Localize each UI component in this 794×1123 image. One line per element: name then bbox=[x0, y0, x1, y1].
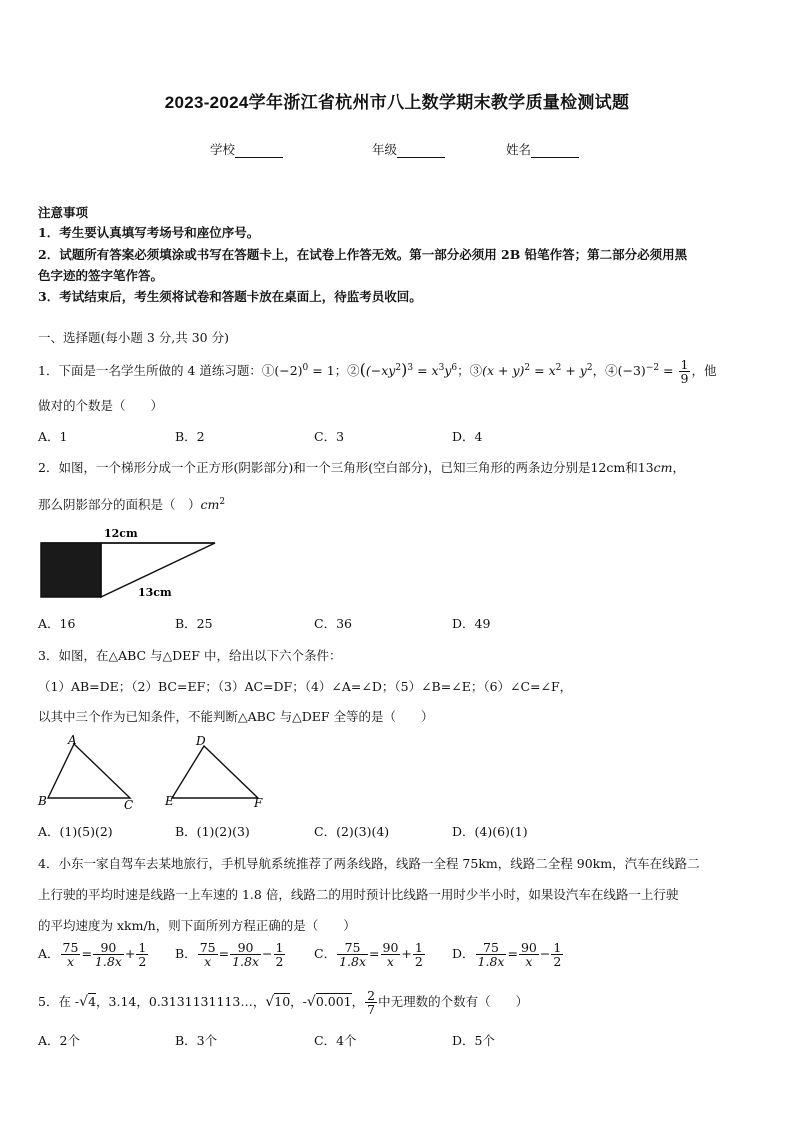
q5-option-d: D．5个 bbox=[452, 1033, 495, 1048]
question-5-line-1: 5．在 -√4，3.14，0.3131131113…，√10，-√0.001， $\frac{2}{7}$ 中无理数的个数有（ ） bbox=[38, 988, 529, 1018]
q5-mid-3: ， bbox=[351, 994, 365, 1010]
question-4-line-2: 上行驶的平均时速是线路一上车速的 1.8 倍，线路二的用时预计比线路一用时少半小时，如果设汽车在线路一上行驶 bbox=[38, 887, 679, 902]
school-label: 学校 bbox=[210, 142, 236, 157]
vertex-d: D bbox=[196, 734, 206, 748]
question-3-line-3: 以其中三个作为已知条件，不能判断△ABC 与△DEF 全等的是（ ） bbox=[38, 709, 434, 724]
grade-blank bbox=[397, 145, 445, 158]
q1-expr-3b: (x + y) bbox=[482, 363, 525, 379]
q2-unit-1: cm bbox=[653, 460, 673, 475]
section-heading: 一、选择题(每小题 3 分,共 30 分) bbox=[38, 330, 229, 345]
grade-label: 年级 bbox=[372, 142, 398, 157]
note-2-cont: 色字迹的签字笔作答。 bbox=[38, 268, 164, 283]
q2-option-a: A．16 bbox=[38, 616, 76, 631]
q1-fraction: $\frac{1}{9}$ bbox=[680, 357, 689, 387]
q1-expr-4: ，④ bbox=[592, 363, 618, 379]
q5-tail: 中无理数的个数有（ ） bbox=[378, 994, 529, 1010]
notes-heading: 注意事项 bbox=[38, 205, 89, 220]
triangle-def bbox=[172, 746, 258, 798]
question-1-line-1: 1．下面是一名学生所做的 4 道练习题：$①(-2)^0 = 1$；$②((-xy^2)^3 = x^3y^6$；③(x + $y)^2 = x^2 + y^2$，$④(-3)^{-2}$ = $\frac{1}{9}$ ，他 bbox=[38, 357, 717, 387]
q3-option-d: D．(4)(6)(1) bbox=[452, 824, 528, 839]
q1-expr-3d: + y bbox=[561, 363, 587, 379]
school-blank bbox=[235, 145, 283, 158]
q3-option-c: C．(2)(3)(4) bbox=[314, 824, 390, 839]
q5-option-c: C．4个 bbox=[314, 1033, 357, 1048]
figure-label-12cm: 12cm bbox=[104, 527, 138, 540]
q1-tail: ，他 bbox=[691, 363, 717, 379]
q4-option-c: C． $\frac{75}{1.8x}$ = $\frac{90}{x}$ + $\frac{1}{2}$ bbox=[314, 940, 423, 970]
shaded-square bbox=[41, 543, 101, 597]
q5-sqrt-10: 10 bbox=[274, 994, 291, 1010]
vertex-e: E bbox=[165, 794, 174, 808]
note-2: 2．试题所有答案必须填涂或书写在答题卡上，在试卷上作答无效。第一部分必须用 2B 铅笔作答；第二部分必须用黑 bbox=[38, 247, 688, 262]
q5-option-b: B．3个 bbox=[175, 1033, 218, 1048]
q1-expr-3c: = x bbox=[530, 363, 556, 379]
q2-unit-2: cm bbox=[200, 497, 220, 512]
q4-option-b: B． $\frac{75}{x}$ = $\frac{90}{1.8x}$ − $\frac{1}{2}$ bbox=[175, 940, 284, 970]
vertex-a: A bbox=[68, 734, 77, 747]
q1-expr-2: (−xy bbox=[365, 363, 396, 379]
triangles-figure bbox=[36, 734, 276, 810]
vertex-b: B bbox=[38, 794, 47, 808]
q3-option-a: A．(1)(5)(2) bbox=[38, 824, 113, 839]
q1-expr-4c: = bbox=[659, 363, 678, 379]
q1-expr-4b: (−3) bbox=[617, 363, 646, 379]
q5-option-a: A．2个 bbox=[38, 1033, 80, 1048]
q5-lead: 5．在 - bbox=[38, 994, 80, 1010]
q1-option-b: B．2 bbox=[175, 429, 205, 444]
school-field bbox=[210, 140, 283, 158]
question-3-line-2: （1）AB=DE；（2）BC=EF；（3）AC=DF；（4）∠A=∠D；（5）∠B=∠E；（6）∠C=∠F， bbox=[38, 679, 573, 694]
q4-option-a: A． $\frac{75}{x}$ = $\frac{90}{1.8x}$ + $\frac{1}{2}$ bbox=[38, 940, 147, 970]
q1-expr-1b: = 1；② bbox=[308, 363, 360, 379]
q1-option-c: C．3 bbox=[314, 429, 345, 444]
q2-line1-tail: ， bbox=[672, 460, 686, 475]
q2-text: 2．如图，一个梯形分成一个正方形(阴影部分)和一个三角形(空白部分)，已知三角形的两条边分别是12cm和13 bbox=[38, 460, 654, 475]
q1-expr-3: ；③ bbox=[457, 363, 483, 379]
page-title: 2023-2024学年浙江省杭州市八上数学期末教学质量检测试题 bbox=[164, 93, 630, 112]
q5-sqrt-0001: 0.001 bbox=[315, 994, 352, 1010]
question-2-line-1 bbox=[38, 458, 685, 476]
question-4-line-3: 的平均速度为 xkm/h，则下面所列方程正确的是（ ） bbox=[38, 918, 356, 933]
question-3-line-1: 3．如图，在△ABC 与△DEF 中，给出以下六个条件： bbox=[38, 648, 342, 663]
q3-option-b: B．(1)(2)(3) bbox=[175, 824, 250, 839]
q1-option-a: A．1 bbox=[38, 429, 68, 444]
question-1-line-2: 做对的个数是（ ） bbox=[38, 398, 164, 413]
vertex-c: C bbox=[124, 798, 134, 810]
question-2-line-2: 那么阴影部分的面积是（ ）$cm^2$ bbox=[38, 496, 226, 512]
triangle-abc bbox=[48, 744, 130, 798]
q2-option-b: B．25 bbox=[175, 616, 213, 631]
vertex-f: F bbox=[254, 796, 263, 810]
q1-lead: 1．下面是一名学生所做的 4 道练习题：① bbox=[38, 363, 275, 379]
q5-sqrt-4: 4 bbox=[88, 994, 97, 1010]
q1-option-d: D．4 bbox=[452, 429, 483, 444]
q5-fraction: $\frac{2}{7}$ bbox=[367, 988, 376, 1018]
q5-mid-2: ，- bbox=[290, 994, 307, 1010]
figure-label-13cm: 13cm bbox=[138, 586, 172, 599]
question-4-line-1: 4．小东一家自驾车去某地旅行，手机导航系统推荐了两条线路，线路一全程 75km，线路二全程 90km，汽车在线路二 bbox=[38, 856, 700, 871]
name-label: 姓名 bbox=[506, 142, 532, 157]
q1-expr-1: (−2) bbox=[274, 363, 303, 379]
q2-option-d: D．49 bbox=[452, 616, 491, 631]
trapezoid-figure bbox=[38, 522, 220, 602]
grade-field bbox=[372, 140, 445, 158]
q4-option-d: D． $\frac{75}{1.8x}$ = $\frac{90}{x}$ − $\frac{1}{2}$ bbox=[452, 940, 562, 970]
name-blank bbox=[531, 145, 579, 158]
q5-mid-1: ，3.14，0.3131131113…， bbox=[96, 994, 266, 1010]
q2-text-2: 那么阴影部分的面积是（ ） bbox=[38, 497, 201, 512]
note-3: 3．考试结束后，考生须将试卷和答题卡放在桌面上，待监考员收回。 bbox=[38, 289, 422, 304]
q1-expr-2b: = x bbox=[413, 363, 439, 379]
q2-option-c: C．36 bbox=[314, 616, 352, 631]
note-1: 1．考生要认真填写考场号和座位序号。 bbox=[38, 225, 260, 240]
name-field bbox=[506, 140, 579, 158]
